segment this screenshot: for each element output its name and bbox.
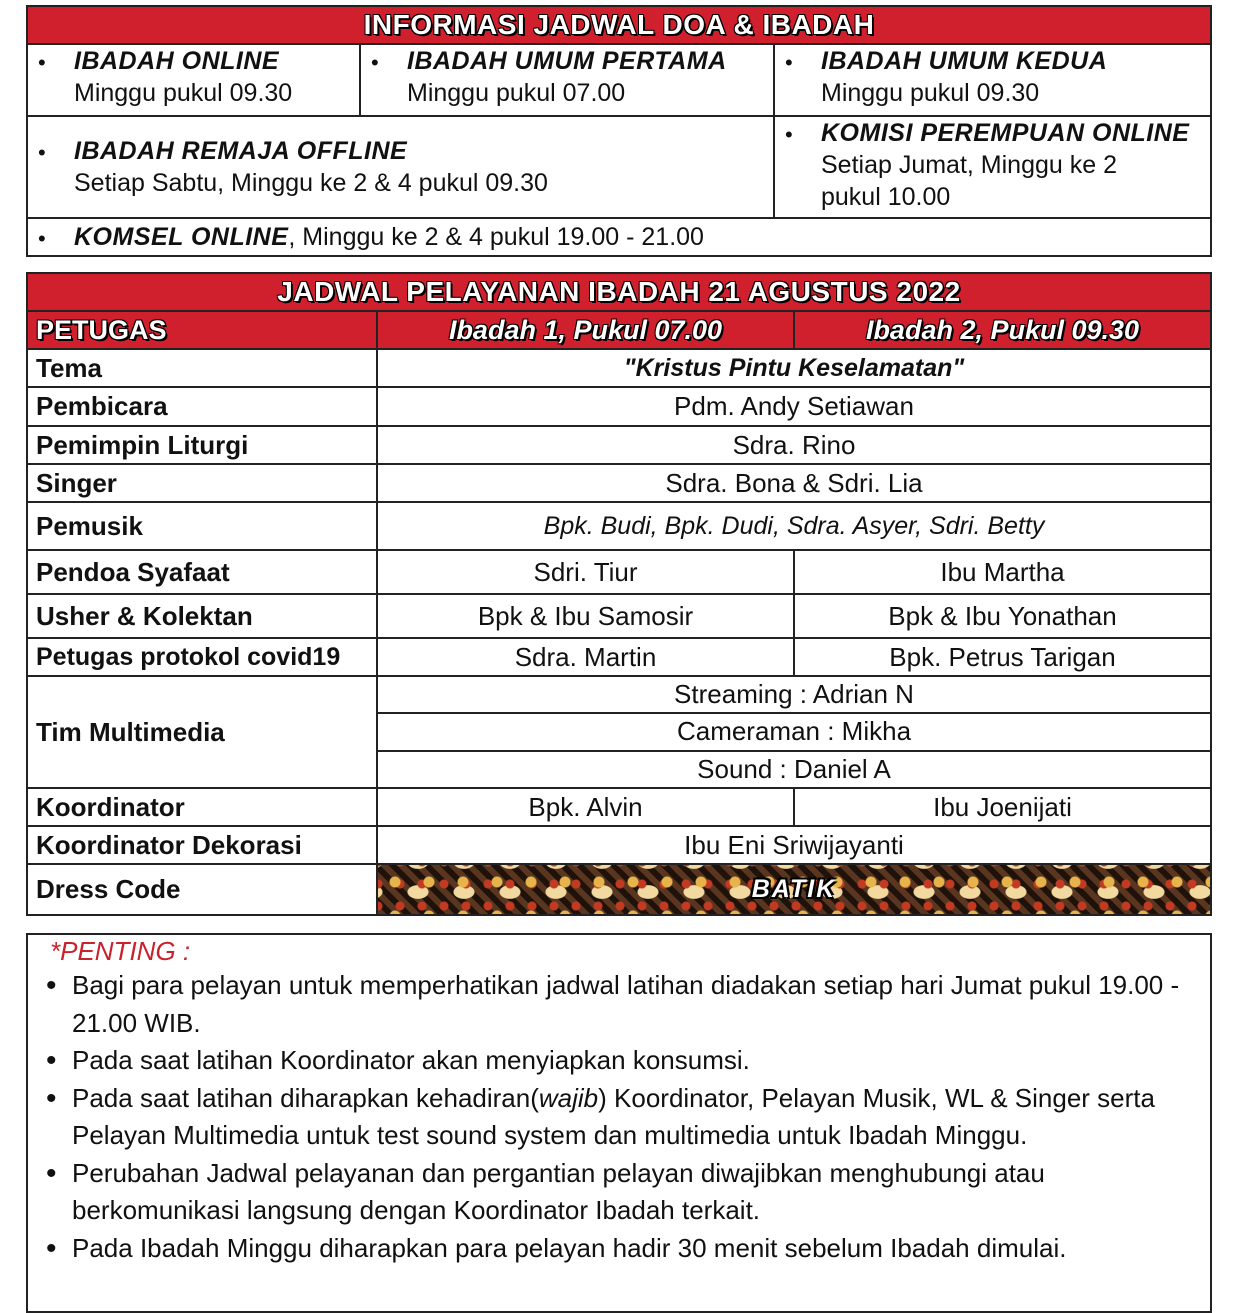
- info-item-title: IBADAH REMAJA OFFLINE: [74, 137, 408, 165]
- row-label: Usher & Kolektan: [28, 595, 378, 637]
- row-pemimpin-liturgi: [28, 427, 1210, 465]
- list-item: [46, 1080, 1194, 1155]
- info-title: INFORMASI JADWAL DOA & IBADAH: [28, 7, 1210, 45]
- row-label: Koordinator Dekorasi: [28, 827, 378, 863]
- row-tema: [28, 350, 1210, 388]
- pembicara-value: Pdm. Andy Setiawan: [674, 391, 914, 421]
- row-label: Petugas protokol covid19: [28, 639, 378, 675]
- row-singer: [28, 465, 1210, 503]
- info-item-title: IBADAH ONLINE: [74, 47, 280, 75]
- note-text: Pada saat latihan diharapkan kehadiran(: [72, 1082, 539, 1113]
- row-koordinator: [28, 789, 1210, 827]
- info-item-detail: Setiap Sabtu, Minggu ke 2 & 4 pukul 09.30: [74, 169, 548, 197]
- protokol-service-1: Sdra. Martin: [378, 639, 795, 675]
- multimedia-list: [378, 677, 1210, 787]
- row-label: Tim Multimedia: [28, 677, 378, 787]
- row-tim-multimedia: [28, 677, 1210, 789]
- notes-section: [26, 933, 1212, 1313]
- dress-code-value: BATIK: [751, 875, 837, 903]
- multimedia-sound: Sound : Daniel A: [697, 753, 891, 784]
- tema-value: "Kristus Pintu Keselamatan": [623, 353, 965, 382]
- bullet-icon: •: [38, 50, 46, 75]
- row-usher-kolektan: [28, 595, 1210, 639]
- row-koordinator-dekorasi: [28, 827, 1210, 865]
- schedule-header: [28, 312, 1210, 350]
- row-dress-code: [28, 865, 1210, 914]
- info-item-detail: pukul 10.00: [821, 183, 951, 211]
- batik-pattern: [378, 865, 1210, 914]
- info-komsel: [28, 219, 1210, 257]
- koordinator-service-1: Bpk. Alvin: [378, 789, 795, 825]
- notes-list: [46, 967, 1194, 1267]
- schedule-title: JADWAL PELAYANAN IBADAH 21 AGUSTUS 2022: [28, 274, 1210, 312]
- bullet-icon: •: [785, 50, 793, 75]
- info-row-2: [28, 117, 1210, 219]
- info-item-title: IBADAH UMUM PERTAMA: [407, 47, 727, 75]
- header-role: PETUGAS: [28, 312, 378, 348]
- notes-heading: *PENTING :: [50, 936, 191, 966]
- multimedia-cameraman: Cameraman : Mikha: [378, 714, 1210, 751]
- list-item: • Pada saat latihan Koordinator akan menyiapkan konsumsi.: [46, 1042, 1194, 1080]
- pemusik-value: Bpk. Budi, Bpk. Dudi, Sdra. Asyer, Sdri. Betty: [543, 511, 1045, 540]
- info-item-detail: Minggu pukul 09.30: [821, 79, 1040, 107]
- info-item-detail: Setiap Jumat, Minggu ke 2: [821, 151, 1117, 179]
- row-label: Pembicara: [28, 388, 378, 425]
- row-protokol-covid: [28, 639, 1210, 677]
- protokol-service-2: Bpk. Petrus Tarigan: [889, 641, 1116, 672]
- row-pemusik: [28, 503, 1210, 551]
- row-label: Pendoa Syafaat: [28, 551, 378, 593]
- usher-service-2: Bpk & Ibu Yonathan: [888, 600, 1117, 631]
- info-item-title: KOMISI PEREMPUAN ONLINE: [821, 119, 1190, 147]
- bullet-icon: •: [38, 140, 46, 165]
- info-ibadah-umum-kedua: [775, 45, 1210, 115]
- dekorasi-value: Ibu Eni Sriwijayanti: [684, 829, 904, 860]
- list-item: • Bagi para pelayan untuk memperhatikan jadwal latihan diadakan setiap hari Jumat pukul 19.00 - 21.00 WIB.: [46, 967, 1194, 1042]
- info-ibadah-remaja: [28, 117, 775, 217]
- bullet-icon: •: [785, 122, 793, 147]
- liturgi-value: Sdra. Rino: [732, 429, 856, 460]
- row-label: Tema: [28, 350, 378, 386]
- info-ibadah-umum-pertama: [361, 45, 775, 115]
- pendoa-service-2: Ibu Martha: [940, 556, 1065, 587]
- row-label: Pemusik: [28, 503, 378, 549]
- list-item: • Perubahan Jadwal pelayanan dan pergantian pelayan diwajibkan menghubungi atau berkomunikasi langsung dengan Koordinator Ibadah terkait.: [46, 1155, 1194, 1230]
- note-text: ) Koordinator, Pelayan Musik, WL & Singer serta Pelayan Multimedia untuk test sound system dan multimedia untuk Ibadah Minggu.: [72, 1082, 1155, 1150]
- row-label: Pemimpin Liturgi: [28, 427, 378, 463]
- info-item-title: KOMSEL ONLINE: [74, 223, 289, 251]
- header-service-1: Ibadah 1, Pukul 07.00: [378, 312, 795, 348]
- singer-value: Sdra. Bona & Sdri. Lia: [665, 467, 923, 498]
- row-label: Singer: [28, 465, 378, 501]
- header-service-2: Ibadah 2, Pukul 09.30: [865, 315, 1140, 345]
- note-emphasis: wajib: [538, 1082, 599, 1113]
- koordinator-service-2: Ibu Joenijati: [933, 791, 1072, 822]
- info-item-detail: , Minggu ke 2 & 4 pukul 19.00 - 21.00: [288, 223, 704, 251]
- info-komisi-perempuan: [775, 117, 1210, 217]
- pendoa-service-1: Sdri. Tiur: [378, 551, 795, 593]
- row-pendoa-syafaat: [28, 551, 1210, 595]
- info-item-detail: Minggu pukul 09.30: [74, 79, 293, 107]
- schedule-section: [26, 272, 1212, 916]
- info-row-3: [28, 219, 1210, 257]
- info-row-1: [28, 45, 1210, 117]
- info-section: [26, 5, 1212, 257]
- info-ibadah-online: [28, 45, 361, 115]
- list-item: • Pada Ibadah Minggu diharapkan para pelayan hadir 30 menit sebelum Ibadah dimulai.: [46, 1230, 1194, 1268]
- info-item-detail: Minggu pukul 07.00: [407, 79, 626, 107]
- row-label: Dress Code: [28, 865, 378, 914]
- row-pembicara: [28, 388, 1210, 427]
- multimedia-streaming: Streaming : Adrian N: [378, 677, 1210, 714]
- row-label: Koordinator: [28, 789, 378, 825]
- usher-service-1: Bpk & Ibu Samosir: [378, 595, 795, 637]
- bullet-icon: •: [371, 50, 379, 75]
- info-item-title: IBADAH UMUM KEDUA: [821, 47, 1108, 75]
- bullet-icon: •: [38, 226, 46, 251]
